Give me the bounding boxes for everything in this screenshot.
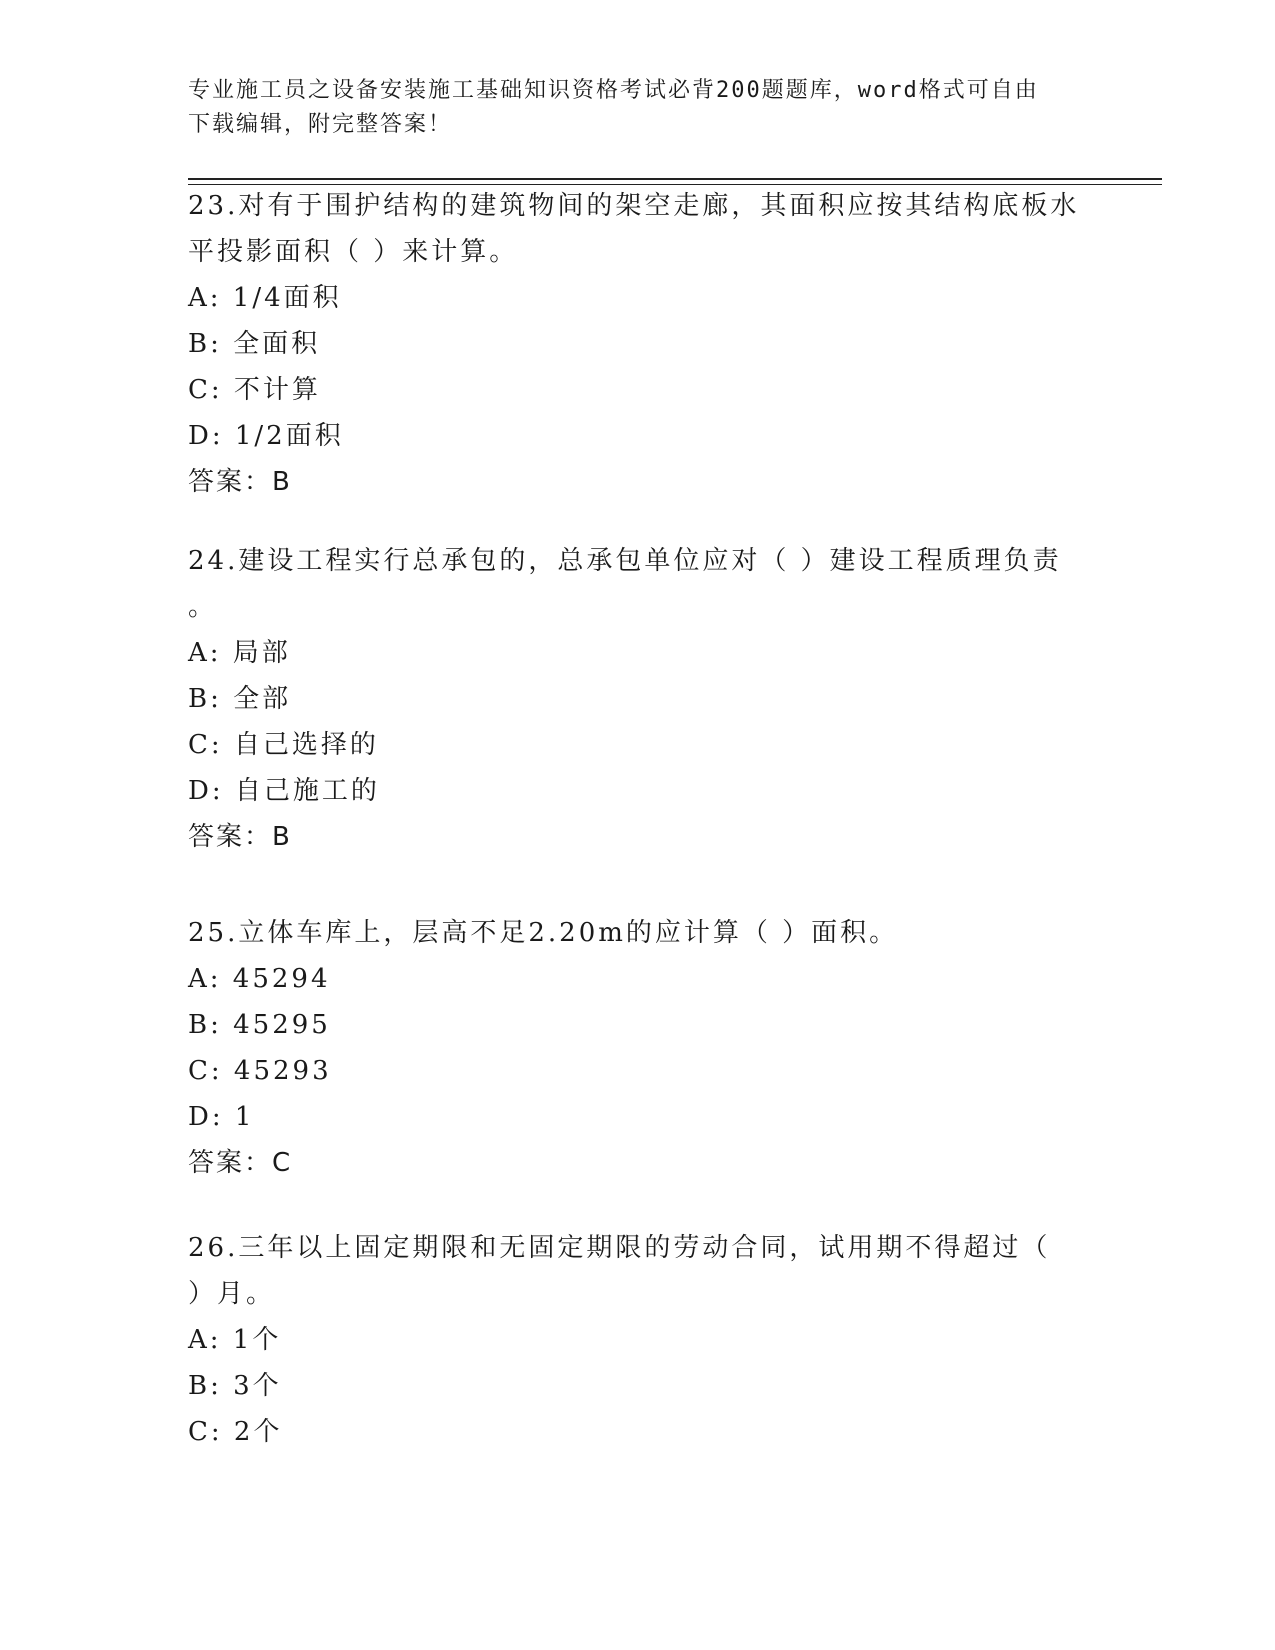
header-divider-thick <box>188 178 1162 180</box>
option-a: A: 1个 <box>188 1325 282 1355</box>
question-stem-line-1: 25.立体车库上，层高不足2.20m的应计算（ ）面积。 <box>188 918 899 948</box>
question-stem-line-2: ）月。 <box>188 1279 276 1309</box>
question-25 <box>188 910 1088 1186</box>
answer: 答案：C <box>188 1148 293 1178</box>
option-b: B: 45295 <box>188 1010 331 1040</box>
option-d: D: 1 <box>188 1102 255 1132</box>
option-c: C: 自己选择的 <box>188 730 379 760</box>
header-line-1: 专业施工员之设备安装施工基础知识资格考试必背200题题库，word格式可自由 <box>188 78 1039 103</box>
question-stem-line-1: 26.三年以上固定期限和无固定期限的劳动合同，试用期不得超过（ <box>188 1233 1051 1263</box>
option-b: B: 全部 <box>188 684 292 714</box>
document-header <box>188 74 1088 142</box>
answer: 答案：B <box>188 822 292 852</box>
option-b: B: 全面积 <box>188 329 321 359</box>
option-a: A: 1/4面积 <box>188 283 342 313</box>
header-line-2: 下载编辑，附完整答案！ <box>188 112 453 137</box>
question-stem-line-2: 。 <box>188 592 218 622</box>
question-stem-line-2: 平投影面积（ ）来计算。 <box>188 237 519 267</box>
question-stem-line-1: 24.建设工程实行总承包的，总承包单位应对（ ）建设工程质理负责 <box>188 546 1062 576</box>
question-stem-line-1: 23.对有于围护结构的建筑物间的架空走廊，其面积应按其结构底板水 <box>188 191 1080 221</box>
option-c: C: 2个 <box>188 1417 283 1447</box>
option-c: C: 不计算 <box>188 375 321 405</box>
option-b: B: 3个 <box>188 1371 282 1401</box>
option-a: A: 局部 <box>188 638 291 668</box>
option-d: D: 1/2面积 <box>188 421 344 451</box>
option-d: D: 自己施工的 <box>188 776 380 806</box>
option-a: A: 45294 <box>188 964 331 994</box>
question-24 <box>188 538 1088 860</box>
question-26 <box>188 1225 1088 1455</box>
option-c: C: 45293 <box>188 1056 332 1086</box>
question-23 <box>188 183 1088 505</box>
answer: 答案：B <box>188 467 292 497</box>
